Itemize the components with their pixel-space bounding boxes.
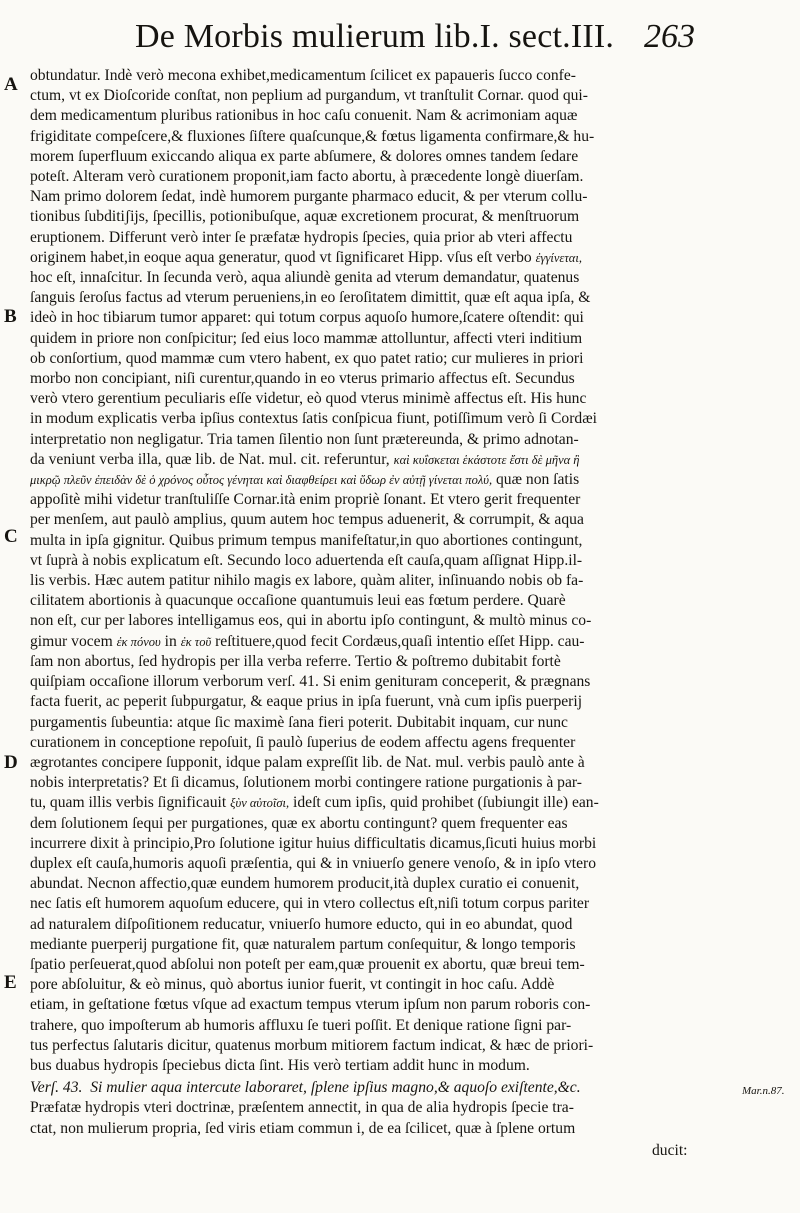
text-line: vt ſuprà à nobis explicatum eſt. Secundo loco aduertenda eſt cauſa,quam aſſignat Hipp.il-	[30, 551, 583, 569]
text-line: quidem in priore non conſpicitur; ſed eius loco mammæ attolluntur, affecti vteri inditium	[30, 329, 583, 347]
text-line: abundat. Necnon affectio,quæ eundem humorem producit,ità duplex curatio ei conuenit,	[30, 875, 580, 893]
text-line: ad naturalem diſpoſitionem reducatur, vniuerſo humore educto, qui in eo abundat, quod	[30, 915, 573, 933]
text-line: nec ſatis eſt humorem aquoſum educere, qui in vtero collectus eſt,niſi totum corpus pariter	[30, 895, 590, 913]
text-line: trahere, quo impoſterum ab humoris affluxu ſe tueri poſſit. Et denique ratione ſigni par-	[30, 1016, 572, 1034]
text-line: purgamentis ſubeuntia: atque ſic maximè ſana fieri poterit. Dubitabit inquam, cur nunc	[30, 713, 568, 731]
greek-word: ἐκ πόνου	[116, 634, 161, 649]
text-segment: quæ non ſatis	[496, 471, 580, 489]
text-line	[30, 248, 766, 268]
text-line	[30, 470, 766, 490]
verse-number: Verſ. 43.	[30, 1079, 83, 1097]
text-line: ideò in hoc tibiarum tumor apparet: qui totum corpus aquoſo humore,ſcatere oſtendit: qui	[30, 309, 584, 327]
text-line: frigiditate compeſcere,& fluxiones ſiſtere quaſcunque,& fœtus ligamenta confirmare,& hu-	[30, 127, 595, 145]
text-segment: ideſt cum ipſis, quid prohibet (ſubiungit ille) ean-	[293, 794, 599, 812]
text-line: duplex eſt cauſa,humoris aquoſi præſentia, qui & in vniuerſo genere venoſo, & in ipſo vtero	[30, 854, 597, 872]
main-text	[30, 66, 766, 1139]
text-line: bus duabus hydropis ſpeciebus dicta ſint. His verò tertiam addit hunc in modum.	[30, 1056, 530, 1074]
margin-marker-b: B	[4, 306, 17, 327]
greek-word: ἐγγίνεται,	[535, 250, 582, 265]
text-line: pore abſoluitur, & eò minus, quò abortus iunior fuerit, vt contingit in hoc caſu. Addè	[30, 976, 555, 994]
text-line: nobis interpretatis? Et ſi dicamus, ſolutionem morbi contingere ratione purgationis à par-	[30, 774, 582, 792]
text-line: dem ſolutionem ſequi per purgationes, quæ ex abortu contingunt? quem frequenter eas	[30, 814, 568, 832]
text-line: morem ſuperfluum exiccando aliqua ex parte abſumere, & dolores omnes tandem ſedare	[30, 147, 579, 165]
text-segment: tu, quam illis verbis ſignificauit	[30, 794, 227, 812]
text-line	[30, 450, 766, 470]
greek-quote: μικρῷ πλεῦν ἐπειδὰν δὲ ὁ χρόνος οὗτος γένηται καὶ διαφθείρει καὶ ὕδωρ ἐν αὐτῇ γίνεται πολύ,	[30, 473, 493, 488]
text-line: non eſt, cur per labores intelligamus eos, qui in abortu ipſo contingunt, & multò minus co-	[30, 612, 592, 630]
text-line: ctat, non mulierum propria, ſed viris etiam commun i, de ea ſcilicet, quæ à ſplene ortum	[30, 1119, 576, 1137]
text-line: cilitatem abortionis à quacunque occaſione quantumuis leui eas fœtum perdere. Quarè	[30, 592, 566, 610]
margin-marker-e: E	[4, 972, 17, 993]
text-line: obtundatur. Indè verò mecona exhibet,medicamentum ſcilicet ex papaueris ſucco confe-	[30, 67, 576, 84]
running-header	[135, 18, 695, 64]
text-line: poteſt. Alteram verò curationem proponit,iam facto abortu, à præcedente longè diuerſam.	[30, 168, 584, 186]
text-line: appoſitè mihi videtur tranſtuliſſe Cornar.ità enim propriè ſonant. Et vtero gerit frequenter	[30, 491, 581, 509]
margin-marker-d: D	[4, 752, 18, 773]
text-line: ſam non abortus, ſed hydropis per illa verba referre. Tertio & poſtremo dubitabit fortè	[30, 652, 561, 670]
text-line: dem medicamentum pluribus rationibus in hoc caſu conuenit. Nam & acrimoniam aquæ	[30, 107, 578, 125]
text-line: incurrere dixit à principio,Pro ſolutione igitur huius difficultatis dicamus,ſicuti huius morbi	[30, 834, 597, 852]
greek-word: ξὺν αὐτοῖσι,	[230, 796, 290, 811]
text-segment: in	[164, 632, 177, 650]
text-line: etiam, in geſtatione fœtus vſque ad exactum tempus vterum ipſum non parum roboris con-	[30, 996, 591, 1014]
text-line: tionibus ſubditiʃijs, ſpecillis, potionibuſque, aquæ excretionem procurat, & menſtruorum	[30, 208, 580, 226]
text-line: eruptionem. Differunt verò inter ſe præfatæ hydropis ſpecies, quia prior ab vteri affectu	[30, 228, 573, 246]
text-line: per menſem, aut paulò amplius, quum autem hoc tempus aduenerit, & corrumpit, & aqua	[30, 511, 584, 529]
text-line: lis verbis. Hæc autem patitur nihilo magis ex labore, quàm aliter, inſinuando nobis ob fa-	[30, 572, 584, 590]
text-line: facta fuerit, ac peperit ſubpurgatur, & eaque prius in ipſa fuerunt, vnà cum ipſis puerperij	[30, 693, 583, 711]
greek-quote: καὶ κυΐσκεται ἑκάστοτε ἔστι δὲ μῆνα ἢ	[393, 452, 580, 467]
text-line: tus perfectus ſalutaris dicitur, quatenus morbum mitiorem factum indicat, & hæc de priori-	[30, 1036, 594, 1054]
text-line	[30, 632, 766, 652]
text-line: multa in ipſa gignitur. Quibus primum tempus manifeſtatur,in quo abortiones contingunt,	[30, 531, 583, 549]
text-line: quiſpiam occaſione illorum verborum verſ. 41. Si enim genituram conceperit, & prægnans	[30, 673, 591, 691]
text-line: ctum, vt ex Dioſcoride conſtat, non peplium ad purgandum, vt tranſtulit Cornar. quod qui-	[30, 87, 588, 105]
verse-line	[30, 1078, 766, 1098]
text-segment: gimur vocem	[30, 632, 113, 650]
text-line: ægrotantes concipere ſupponit, idque palam expreſſit lib. de Nat. mul. verbis paulò ante à	[30, 753, 585, 771]
text-line: in modum explicatis verba ipſius contextus ſatis conſpicua fiunt, potiſſimum verò ſi Cordæi	[30, 410, 597, 428]
text-line: Præfatæ hydropis vteri doctrinæ, præſentem annectit, in qua de alia hydropis ſpecie tra-	[30, 1099, 574, 1117]
text-line: ob conſortium, quod mammæ cum vtero habent, ex quo patet ratio; cur mulieres in priori	[30, 349, 584, 367]
verse-text: Si mulier aqua intercute laboraret, ſplene ipſius magno,& aquoſo exiſtente,&c.	[90, 1079, 581, 1097]
text-line: interpretatio non negligatur. Tria tamen ſilentio non ſunt prætereunda, & primo adnotan-	[30, 430, 579, 448]
text-segment: originem habet,in eoque aqua generatur, quod vt ſignificaret Hipp. vſus eſt verbo	[30, 248, 532, 266]
text-segment: reſtituere,quod fecit Cordæus,quaſi intentio eſſet Hipp. cau-	[215, 632, 585, 650]
text-line: hoc eſt, innaſcitur. In ſecunda verò, aqua aliundè genita ad vterum demandatur, quatenus	[30, 269, 580, 287]
catchword: ducit:	[652, 1142, 688, 1159]
text-line: Nam primo dolorem ſedat, indè humorem purgante pharmaco educit, & per vterum collu-	[30, 188, 588, 206]
marginal-note: Mar.n.87.	[742, 1085, 785, 1097]
greek-word: ἐκ τοῦ	[180, 634, 212, 649]
text-segment: da veniunt verba illa, quæ lib. de Nat. mul. cit. referuntur,	[30, 450, 390, 468]
page-number: 263	[644, 18, 695, 55]
text-line: curationem in conceptione repoſuit, ſi paulò ſuperius de eodem affectu agens frequenter	[30, 733, 576, 751]
text-line: verò vtero gerentium peculiaris eſſe videtur, eò quod vterus minimè affectus eſt. His hunc	[30, 390, 587, 408]
margin-marker-c: C	[4, 526, 18, 547]
margin-marker-a: A	[4, 74, 18, 95]
running-title: De Morbis mulierum lib.I. sect.III.	[135, 18, 615, 55]
text-line: morbo non concipiant, niſi curentur,quando in eo vterus primario affectus eſt. Secundus	[30, 370, 575, 388]
text-line: ſpatio perſeuerat,quod abſolui non poteſt per eam,quæ prouenit ex abortu, quæ breui tem-	[30, 955, 585, 973]
text-line: mediante puerperij purgatione fit, quæ naturalem partum conſequitur, & longo temporis	[30, 935, 576, 953]
text-line: ſanguis ſeroſus factus ad vterum perueniens,in eo ſeroſitatem dimittit, quæ eſt aqua ipſa, &	[30, 289, 591, 307]
text-line	[30, 793, 766, 813]
